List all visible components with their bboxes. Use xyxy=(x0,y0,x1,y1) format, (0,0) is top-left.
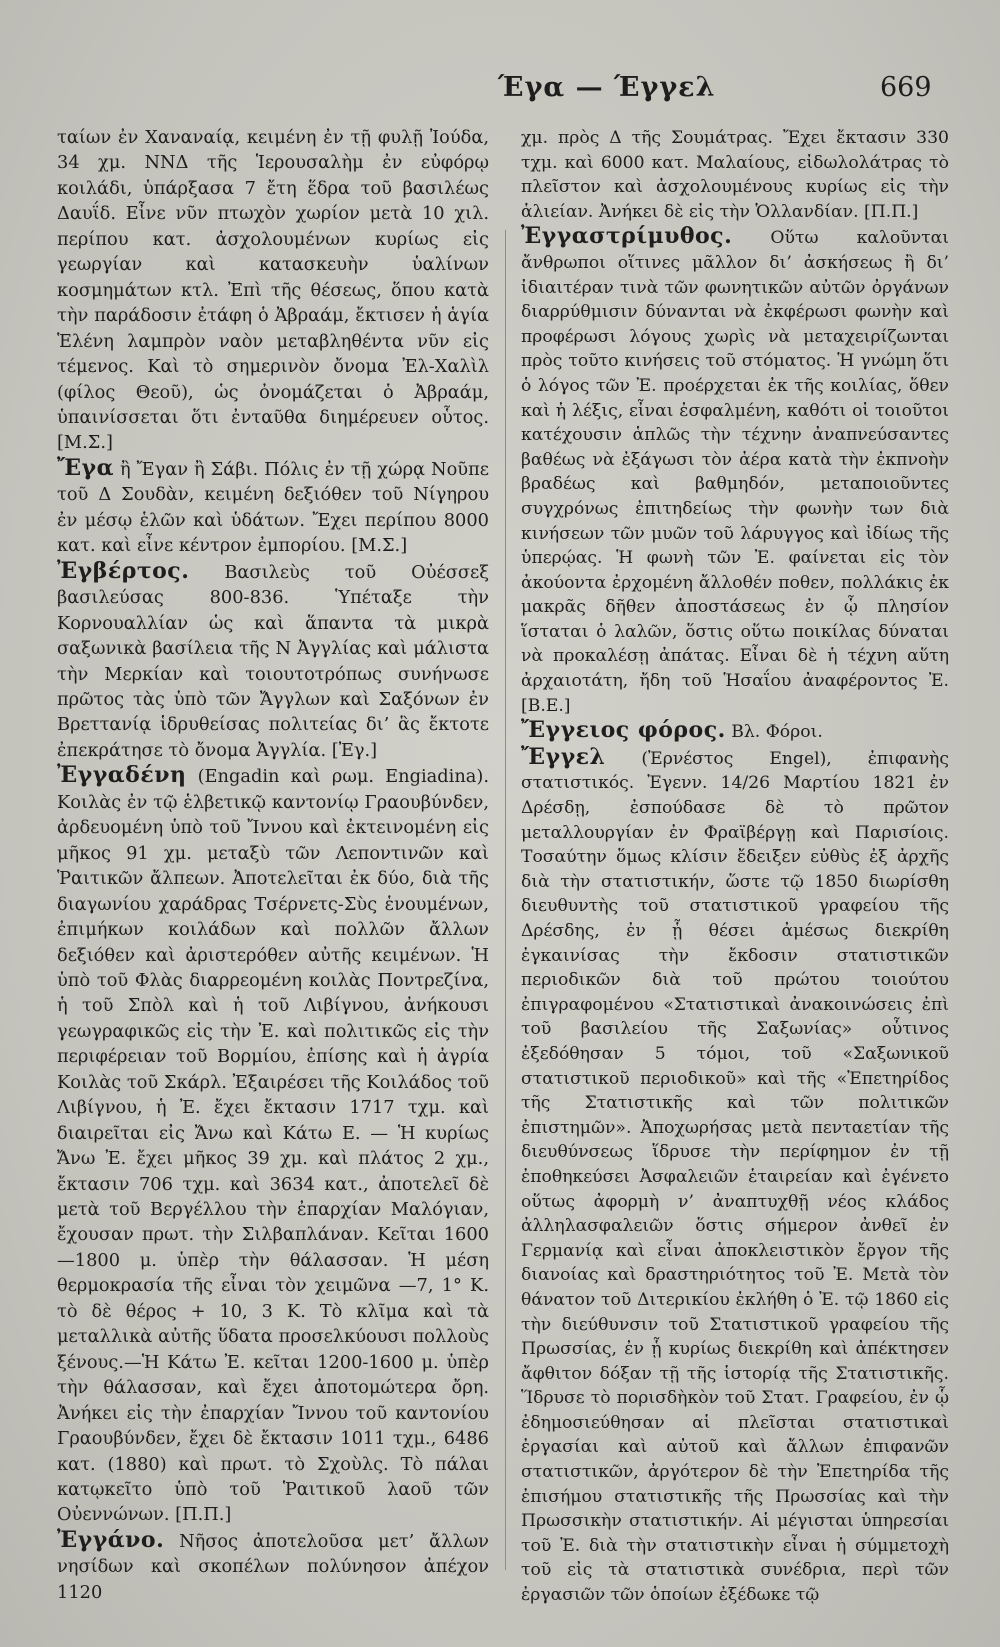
entry-engano: Ἐγγάνο. Νῆσος ἀποτελοῦσα μετ’ ἄλλων νησίδων καὶ σκοπέλων πολύνησον ἀπέχον 1120 xyxy=(57,1526,489,1603)
column-divider xyxy=(505,230,506,1570)
entry-ega: Ἔγα ἢ Ἔγαν ἢ Σάβι. Πόλις ἐν τῇ χώρᾳ Νοῦπε τοῦ Δ Σουδὰν, κειμένη δεξιόθεν τοῦ Νίγηρου ἐν μέσῳ ἑλῶν καὶ ὑδάτων. Ἔχει περίπου 8000 κατ. καὶ εἶνε κέντρον ἐμπορίου. [Μ.Σ.] xyxy=(57,454,489,557)
headword: Ἔγγειος φόρος. xyxy=(521,717,726,744)
right-column xyxy=(521,124,949,1608)
entry-ventriloquist: Ἐγγαστρίμυθος. Οὕτω καλοῦνται ἄνθρωποι οἵτινες μᾶλλον δι’ ἀσκήσεως ἢ δι’ ἰδιαιτέραν τινὰ τῶν φωνητικῶν αὐτῶν ὀργάνων διαρρύθμισιν δύνανται νὰ ἐκφέρωσι φωνὴν καὶ προφέρωσι λόγους χωρὶς νὰ μεταχειρίζωνται πρὸς τοῦτο κινήσεις τοῦ στόματος. Ἡ γνώμη ὅτι ὁ λόγος τῶν Ἐ. προέρχεται ἐκ τῆς κοιλίας, ὅθεν καὶ ἡ λέξις, εἶναι ἐσφαλμένη, καθότι οἱ τοιοῦτοι κατέχουσιν ἁπλῶς τὴν τέχνην ἀναπνεύσαντες βαθέως νὰ ἐξάγωσι τὸν ἀέρα κατὰ τὴν ἐκπνοὴν βραδέως καὶ βαθμηδόν, μεταποιοῦντες συγχρόνως ἐπιτηδείως τὴν φωνὴν των διὰ κινήσεων τῶν μυῶν τοῦ λάρυγγος καὶ ἰδίως τῆς ὑπερῴας. Ἡ φωνὴ τῶν Ἐ. φαίνεται εἰς τὸν ἀκούοντα ἐρχομένη ἄλλοθέν ποθεν, πολλάκις ἐκ μακρᾶς δῆθεν ἀποστάσεως ἐν ᾧ πλησίον ἵσταται ὁ λαλῶν, ὅστις οὕτω ποικίλας δύναται νὰ προκαλέσῃ ἀπάτας. Εἶναι δὲ ἡ τέχνη αὕτη ἀρχαιοτάτη, ἤδη τοῦ Ἡσαΐου ἀναφέροντος Ἐ. [Β.Ε.] xyxy=(521,223,949,716)
headword: Ἔγα xyxy=(57,454,115,481)
entry-egbert: Ἐγβέρτος. Βασιλεὺς τοῦ Οὐέσσεξ βασιλεύσας 800-836. Ὑπέταξε τὴν Κορνουαλλίαν ὡς καὶ ἅπαντα τὰ μικρὰ σαξωνικὰ βασίλεια τῆς Ν Ἀγγλίας καὶ μάλιστα τὴν Μερκίαν καὶ τοιουτοτρόπως συνήνωσε πρῶτος τὰς ὑπὸ τῶν Ἄγγλων καὶ Σαξόνων ἐν Βρεττανίᾳ ἱδρυθείσας πολιτείας δι’ ἃς ἔκτοτε ἐπεκράτησε τὸ ὄνομα Ἀγγλία. [Ἐγ.] xyxy=(57,557,489,761)
entry-hebron-continued: ταίων ἐν Χαναναίᾳ, κειμένη ἐν τῇ φυλῇ Ἰούδα, 34 χμ. ΝΝΔ τῆς Ἱερουσαλὴμ ἐν εὐφόρῳ κοιλάδι, ὑπάρξασα 7 ἔτη ἕδρα τοῦ βασιλέως Δαυΐδ. Εἶνε νῦν πτωχὸν χωρίον μετὰ 10 χιλ. περίπου κατ. ἀσχολουμένων κυρίως εἰς γεωργίαν καὶ κατασκευὴν ὑαλίνων κοσμημάτων κτλ. Ἐπὶ τῆς θέσεως, ὅπου κατὰ τὴν παράδοσιν ἐτάφη ὁ Ἀβραάμ, ἔκτισεν ἡ ἁγία Ἑλένη λαμπρὸν ναὸν μεταβληθέντα νῦν εἰς τέμενος. Καὶ τὸ σημερινὸν ὄνομα Ἐλ-Χαλὶλ (φίλος Θεοῦ), ὡς ὀνομάζεται ὁ Ἀβραάμ, ὑπαινίσσεται ὅτι ἐνταῦθα διημέρευεν οὗτος. [Μ.Σ.] xyxy=(57,127,489,454)
entry-engel: Ἔγγελ (Ἐρνέστος Engel), ἐπιφανὴς στατιστικός. Ἐγενν. 14/26 Μαρτίου 1821 ἐν Δρέσδῃ, ἐσπούδασε δὲ τὸ πρῶτον μεταλλουργίαν ἐν Φραϊβέργῃ καὶ Παρισίοις. Τοσαύτην ὅμως κλίσιν ἔδειξεν εὐθὺς ἐξ ἀρχῆς διὰ τὴν στατιστικήν, ὥστε τῷ 1850 διωρίσθη διευθυντὴς τοῦ στατιστικοῦ γραφείου τῆς Δρέσδης, ἐν ᾗ θέσει ἀμέσως διεκρίθη ἐγκαινίσας τὴν ἔκδοσιν στατιστικῶν περιοδικῶν διὰ τοῦ πρώτου τοιούτου ἐπιγραφομένου «Στατιστικαὶ ἀνακοινώσεις ἐπὶ τοῦ βασιλείου τῆς Σαξωνίας» οὗτινος ἐξεδόθησαν 5 τόμοι, τοῦ «Σαξωνικοῦ στατιστικοῦ περιοδικοῦ» καὶ τῆς «Ἐπετηρίδος τῆς Στατιστικῆς καὶ τῶν πολιτικῶν ἐπιστημῶν». Ἀποχωρήσας μετὰ πενταετίαν τῆς διευθύνσεως ἵδρυσε τὴν περίφημον ἐν τῇ ἐποθηκεύσει Ἀσφαλειῶν ἑταιρείαν καὶ ἐγένετο οὕτως ἀφορμὴ ν’ ἀναπτυχθῇ νέος κλάδος ἀλληλασφαλειῶν ὅστις σήμερον ἀνθεῖ ἐν Γερμανίᾳ καὶ εἶναι ἀποκλειστικὸν ἔργον τῆς διανοίας καὶ δραστηριότητος τοῦ Ἐ. Μετὰ τὸν θάνατον τοῦ Διτερικίου ἐκλήθη ὁ Ἐ. τῷ 1860 εἰς τὴν διεύθυνσιν τοῦ Στατιστικοῦ γραφείου τῆς Πρωσσίας, ἐν ᾗ κυρίως διεκρίθη καὶ ἀπέκτησεν ἄφθιτον δόξαν τῇ τῆς ἱστορίᾳ τῆς Στατιστικῆς. Ἵδρυσε τὸ πορισδὴκὸν τοῦ Στατ. Γραφείου, ἐν ᾧ ἐδημοσιεύθησαν αἱ πλεῖσται στατιστικαὶ ἐργασίαι καὶ αὐτοῦ καὶ ἄλλων ἐπιφανῶν στατιστικῶν, ἀργότερον δὲ τὴν Ἐπετηρίδα τῆς ἐπισήμου στατιστικῆς τῆς Πρωσσίας καὶ τὴν Πρωσσικὴν στατιστικήν. Αἱ μέγισται ὑπηρεσίαι τοῦ Ἐ. διὰ τὴν στατιστικὴν εἶναι ἡ σύμμετοχὴ τοῦ εἰς τὰ στατιστικὰ συνέδρια, περὶ τῶν ἐργασιῶν τῶν ὁποίων ἐξέδωκε τῷ xyxy=(521,743,949,1606)
headword: Ἐγγαστρίμυθος. xyxy=(521,223,733,250)
entry-engadin: Ἐγγαδένη (Engadin καὶ ρωμ. Engiadina). Κοιλὰς ἐν τῷ ἑλβετικῷ καντονίῳ Γραουβύνδεν, ἀρδευομένη ὑπὸ τοῦ Ἴννου καὶ ἐκτεινομένη εἰς μῆκος 91 χμ. μεταξὺ τῶν Λεποντινῶν καὶ Ῥαιτικῶν ἄλπεων. Ἀποτελεῖται ἐκ δύο, διὰ τῆς διαγωνίου χαράδρας Τσέρνετς-Σὺς ἑνουμένων, ἐπιμήκων κοιλάδων καὶ πολλῶν ἄλλων δεξιόθεν καὶ ἀριστερόθεν αὐτῆς κειμένων. Ἡ ὑπὸ τοῦ Φλὰς διαρρεομένη κοιλὰς Ποντρεζίνα, ἡ τοῦ Σπὸλ καὶ ἡ τοῦ Λιβίγνου, ἀνήκουσι γεωγραφικῶς εἰς τὴν Ἐ. καὶ πολιτικῶς εἰς τὴν περιφέρειαν τοῦ Βορμίου, ἐπίσης καὶ ἡ ἀγρία Κοιλὰς τοῦ Σκάρλ. Ἐξαιρέσει τῆς Κοιλάδος τοῦ Λιβίγνου, ἡ Ἐ. ἔχει ἔκτασιν 1717 τχμ. καὶ διαιρεῖται εἰς Ἄνω καὶ Κάτω Ε. — Ἡ κυρίως Ἄνω Ἐ. ἔχει μῆκος 39 χμ. καὶ πλάτος 2 χμ., ἔκτασιν 706 τχμ. καὶ 3634 κατ., ἀποτελεῖ δὲ μετὰ τοῦ Βεργέλλου τὴν ἐπαρχίαν Μαλόγιαν, ἔχουσαν πρωτ. τὴν Σιλβαπλάναν. Κεῖται 1600—1800 μ. ὑπὲρ τὴν θάλασσαν. Ἡ μέση θερμοκρασία τῆς εἶναι τὸν χειμῶνα —7, 1° Κ. τὸ δὲ θέρος + 10, 3 Κ. Τὸ κλῖμα καὶ τὰ μεταλλικὰ αὐτῆς ὕδατα προσελκύουσι πολλοὺς ξένους.—Ἡ Κάτω Ἐ. κεῖται 1200-1600 μ. ὑπὲρ τὴν θάλασσαν, καὶ ἔχει ἀποτομώτερα ὄρη. Ἀνήκει εἰς τὴν ἐπαρχίαν Ἴννου τοῦ καντονίου Γραουβύνδεν, ἔχει δὲ ἔκτασιν 1011 τχμ., 6486 κατ. (1880) καὶ πρωτ. τὸ Σχοὺλς. Τὸ πάλαι κατῳκεῖτο ὑπὸ τοῦ Ῥαιτικοῦ λαοῦ τῶν Οὐεννώνων. [Π.Π.] xyxy=(57,762,489,1526)
headword: Ἐγβέρτος. xyxy=(57,557,190,584)
headword: Ἔγγελ xyxy=(521,743,606,770)
entry-land-tax: Ἔγγειος φόρος. Βλ. Φόροι. xyxy=(521,717,823,744)
left-column xyxy=(57,124,489,1605)
entry-engano-continued: χμ. πρὸς Δ τῆς Σουμάτρας. Ἔχει ἔκτασιν 330 τχμ. καὶ 6000 κατ. Μαλαίους, εἰδωλολάτρας τὸ πλεῖστον καὶ ἀσχολουμένους κυρίως εἰς τὴν ἁλιείαν. Ἀνήκει δὲ εἰς τὴν Ὁλλανδίαν. [Π.Π.] xyxy=(521,128,949,222)
page-header xyxy=(0,72,1000,112)
headword: Ἐγγάνο. xyxy=(57,1526,165,1553)
page-number: 669 xyxy=(880,72,932,103)
running-head: Έγα — Έγγελ xyxy=(498,72,716,103)
headword: Ἐγγαδένη xyxy=(57,762,187,789)
